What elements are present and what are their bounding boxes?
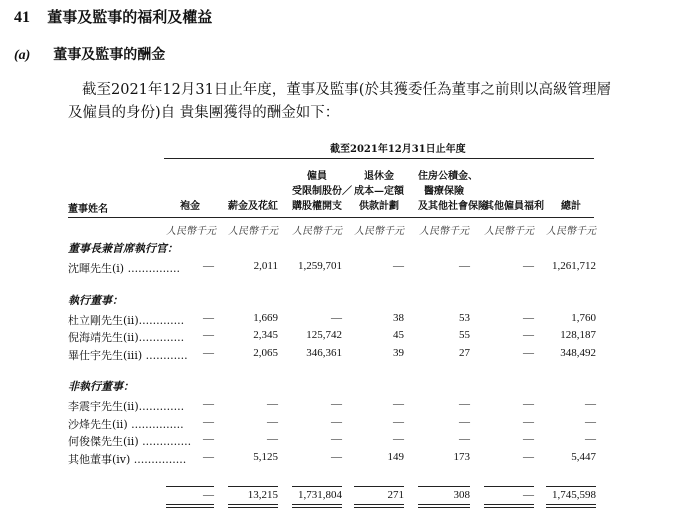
table-cell: — [459,398,470,410]
table-cell: — [459,415,470,428]
table-cell: — [393,260,404,272]
column-header [546,199,596,214]
table-cell: — [203,450,214,463]
table-cell: 149 [387,450,404,463]
director-name: 杜立剛先生(ii)............. [68,313,185,327]
total-cell: 1,745,598 [552,489,596,501]
table-cell: — [523,433,534,445]
table-cell: 2,345 [253,329,278,341]
table-cell: 128,187 [560,329,596,341]
table-cell: — [585,415,596,428]
table-cell: — [331,311,342,324]
total-cell: 308 [453,489,470,501]
table-cell: — [267,415,278,428]
name-column-header: 董事姓名 [68,204,108,215]
table-cell: 55 [459,329,470,341]
table-cell: — [523,311,534,324]
total-cell: 1,731,804 [298,489,342,501]
unit-label: 人民幣千元 [354,226,404,237]
table-cell: 1,261,712 [552,260,596,272]
column-header-line: 醫療保險 [424,186,464,197]
director-name: 畢仕宇先生(iii) ............ [68,348,188,362]
column-header-line: 袍金 [180,201,200,212]
subsection-label: (a) [14,48,31,63]
table-cell: — [523,398,534,410]
total-double-rule [354,504,404,508]
total-rule [228,486,278,487]
table-cell: 1,760 [571,311,596,324]
total-double-rule [418,504,470,508]
table-cell: — [267,433,278,445]
table-cell: 1,669 [253,311,278,324]
table-cell: — [523,450,534,463]
intro-paragraph [68,79,611,125]
period-header: 截至2021年12月31日止年度 [330,144,466,155]
unit-label: 人民幣千元 [419,226,469,237]
table-cell: 125,742 [306,329,342,341]
unit-label: 人民幣千元 [292,226,342,237]
table-cell: — [203,329,214,341]
total-cell: 271 [387,489,404,501]
table-cell: — [459,260,470,272]
total-double-rule [546,504,596,508]
table-cell: — [267,398,278,410]
section-number: 41 [14,9,30,26]
table-cell: — [393,398,404,410]
column-header [354,169,404,214]
table-cell: — [523,260,534,272]
table-cell: — [523,329,534,341]
table-cell: — [331,450,342,463]
table-cell: — [393,415,404,428]
table-cell: 173 [453,450,470,463]
intro-line-1: 截至2021年12月31日止年度，董事及監事(於其獲委任為董事之前則以高級管理層 [82,82,611,98]
table-cell: 53 [459,311,470,324]
table-cell: — [203,311,214,324]
total-rule [166,486,214,487]
column-header [418,169,488,214]
unit-label: 人民幣千元 [546,226,596,237]
group-label: 執行董事： [68,293,123,307]
director-name: 何俊傑先生(ii) .............. [68,435,192,448]
total-double-rule [292,504,342,508]
column-header-line: 其他僱員福利 [484,201,544,212]
total-rule [418,486,470,487]
column-header [484,199,544,214]
total-cell: 13,215 [247,489,278,501]
subsection-heading [14,44,165,64]
column-header [292,169,352,214]
table-cell: 2,065 [253,346,278,359]
period-header-rule [164,158,594,159]
director-name: 倪海靖先生(ii)............. [68,331,185,344]
table-cell: — [203,433,214,445]
unit-label: 人民幣千元 [166,226,216,237]
header-rule [68,217,594,218]
table-cell: 1,259,701 [298,260,342,272]
table-cell: 38 [393,311,404,324]
table-cell: — [203,260,214,272]
table-cell: 39 [393,346,404,359]
table-cell: — [203,398,214,410]
table-cell: — [459,433,470,445]
table-cell: 45 [393,329,404,341]
column-header-line: 住房公積金、 [418,171,478,182]
table-cell: 348,492 [560,346,596,359]
total-rule [484,486,534,487]
total-double-rule [166,504,214,508]
group-label: 非執行董事： [68,380,134,393]
table-cell: — [585,433,596,445]
group-label: 董事長兼首席執行官： [68,242,178,255]
column-header [228,199,278,214]
column-header-line: 薪金及花紅 [228,201,278,212]
subsection-title: 董事及監事的酬金 [53,47,166,63]
section-heading [14,6,212,27]
total-rule [292,486,342,487]
table-cell: 5,125 [253,450,278,463]
table-cell: — [331,415,342,428]
table-cell: — [203,346,214,359]
column-header-line: 購股權開支 [292,201,342,212]
table-cell: — [331,433,342,445]
director-name: 沙烽先生(ii) ............... [68,417,184,431]
table-cell: — [203,415,214,428]
column-header [166,199,214,214]
total-cell: — [523,489,534,501]
table-cell: 2,011 [253,260,278,272]
unit-label: 人民幣千元 [228,226,278,237]
table-cell: — [523,346,534,359]
table-cell: — [393,433,404,445]
table-cell: — [523,415,534,428]
table-cell: 27 [459,346,470,359]
total-rule [546,486,596,487]
unit-label: 人民幣千元 [484,226,534,237]
director-name: 沈暉先生(i) ............... [68,262,181,275]
table-cell: — [585,398,596,410]
total-double-rule [228,504,278,508]
total-double-rule [484,504,534,508]
column-header-line: 退休金 [364,171,394,182]
section-title: 董事及監事的福利及權益 [47,8,213,26]
column-header-line: 供款計劃 [359,201,399,212]
column-header-line: 成本—定額 [354,186,404,197]
table-cell: 5,447 [571,450,596,463]
column-header-line: 僱員 [307,171,327,182]
table-cell: 346,361 [306,346,342,359]
director-name: 李震宇先生(ii)............. [68,400,185,413]
table-cell: — [331,398,342,410]
director-name: 其他董事(iv) ............... [68,452,187,466]
column-header-line: 及其他社會保險 [418,201,488,212]
total-cell: — [203,489,214,501]
column-header-line: 受限制股份／ [292,186,352,197]
intro-line-2: 及僱員的身份)自 貴集團獲得的酬金如下： [68,105,340,121]
column-header-line: 總計 [561,201,581,212]
total-rule [354,486,404,487]
